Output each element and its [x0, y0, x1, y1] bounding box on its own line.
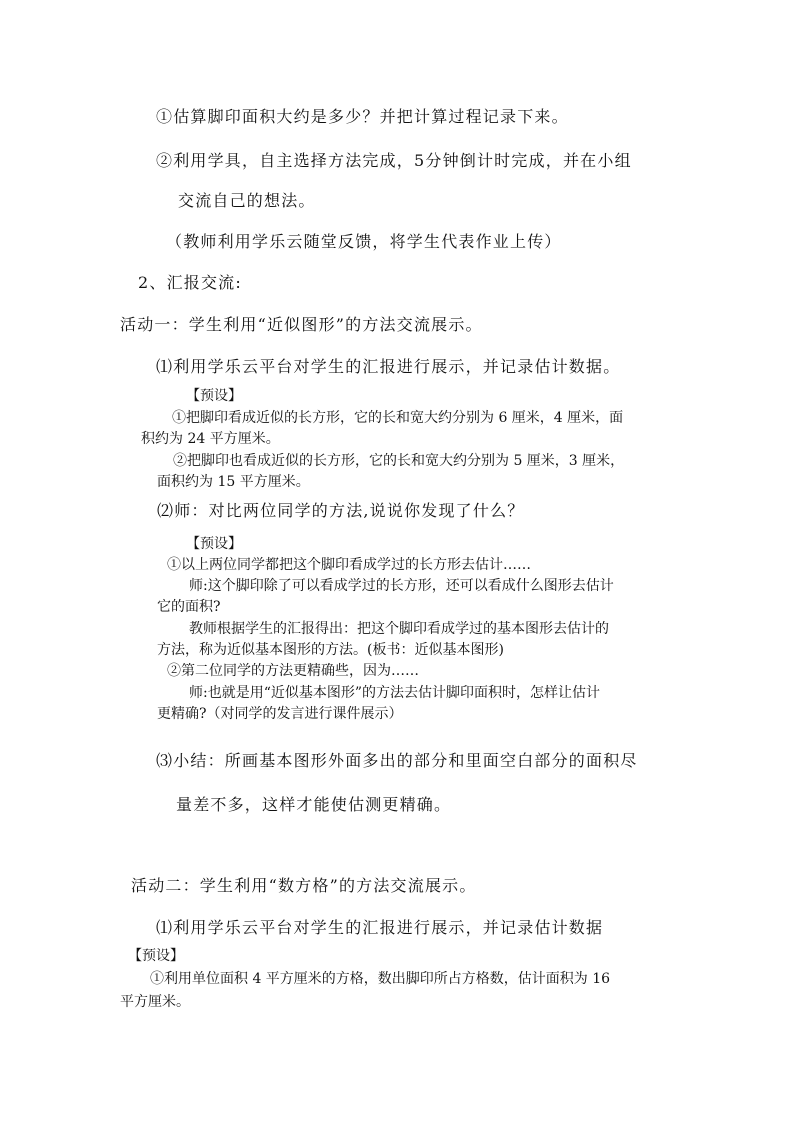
- preset-item: ①把脚印看成近似的长方形，它的长和宽大约分别为 6 厘米，4 厘米，面: [172, 410, 624, 426]
- preset-item: ②第二位同学的方法更精确些，因为……: [167, 663, 419, 679]
- activity-one-heading: 活动一：学生利用“近似图形”的方法交流展示。: [120, 315, 483, 334]
- summary: ⑶小结：所画基本图形外面多出的部分和里面空白部分的面积尽: [156, 751, 638, 770]
- activity-one-item-1: ⑴利用学乐云平台对学生的汇报进行展示，并记录估计数据。: [156, 357, 621, 376]
- preset-item: ①利用单位面积 4 平方厘米的方格，数出脚印所占方格数，估计面积为 16: [150, 971, 611, 987]
- preset-item-cont: 平方厘米。: [120, 994, 190, 1010]
- preset-label: 【预设】: [186, 536, 242, 552]
- activity-two-item-1: ⑴利用学乐云平台对学生的汇报进行展示，并记录估计数据: [156, 918, 604, 937]
- section-heading-report: 2、汇报交流:: [138, 273, 242, 292]
- teacher-question: 师:这个脚印除了可以看成学过的长方形，还可以看成什么图形去估计: [189, 578, 614, 594]
- teacher-question-cont: 它的面积?: [157, 599, 221, 615]
- step-estimate-area: ①估算脚印面积大约是多少？并把计算过程记录下来。: [156, 107, 569, 126]
- activity-one-item-2: ⑵师：对比两位同学的方法,说说你发现了什么？: [157, 501, 525, 520]
- teacher-question-cont: 更精确?（对同学的发言进行课件展示）: [157, 706, 403, 722]
- preset-item-cont: 积约为 24 平方厘米。: [141, 431, 280, 447]
- step-use-tools: ②利用学具，自主选择方法完成，5分钟倒计时完成，并在小组: [156, 151, 632, 170]
- preset-label: 【预设】: [128, 948, 184, 964]
- step-use-tools-cont: 交流自己的想法。: [178, 191, 316, 210]
- preset-item: ②把脚印也看成近似的长方形，它的长和宽大约分别为 5 厘米，3 厘米，: [173, 453, 625, 469]
- teacher-conclusion-cont: 方法，称为近似基本图形的方法。(板书：近似基本图形): [157, 642, 504, 658]
- teacher-note: （教师利用学乐云随堂反馈，将学生代表作业上传）: [166, 232, 562, 251]
- preset-item: ①以上两位同学都把这个脚印看成学过的长方形去估计……: [167, 557, 531, 573]
- summary-cont: 量差不多，这样才能使估测更精确。: [176, 795, 452, 814]
- preset-label: 【预设】: [186, 388, 242, 404]
- teacher-conclusion: 教师根据学生的汇报得出：把这个脚印看成学过的基本图形去估计的: [189, 621, 609, 637]
- activity-two-heading: 活动二：学生利用“数方格”的方法交流展示。: [131, 876, 477, 895]
- preset-item-cont: 面积约为 15 平方厘米。: [157, 474, 310, 490]
- teacher-question: 师:也就是用“近似基本图形”的方法去估计脚印面积时，怎样让估计: [189, 685, 601, 701]
